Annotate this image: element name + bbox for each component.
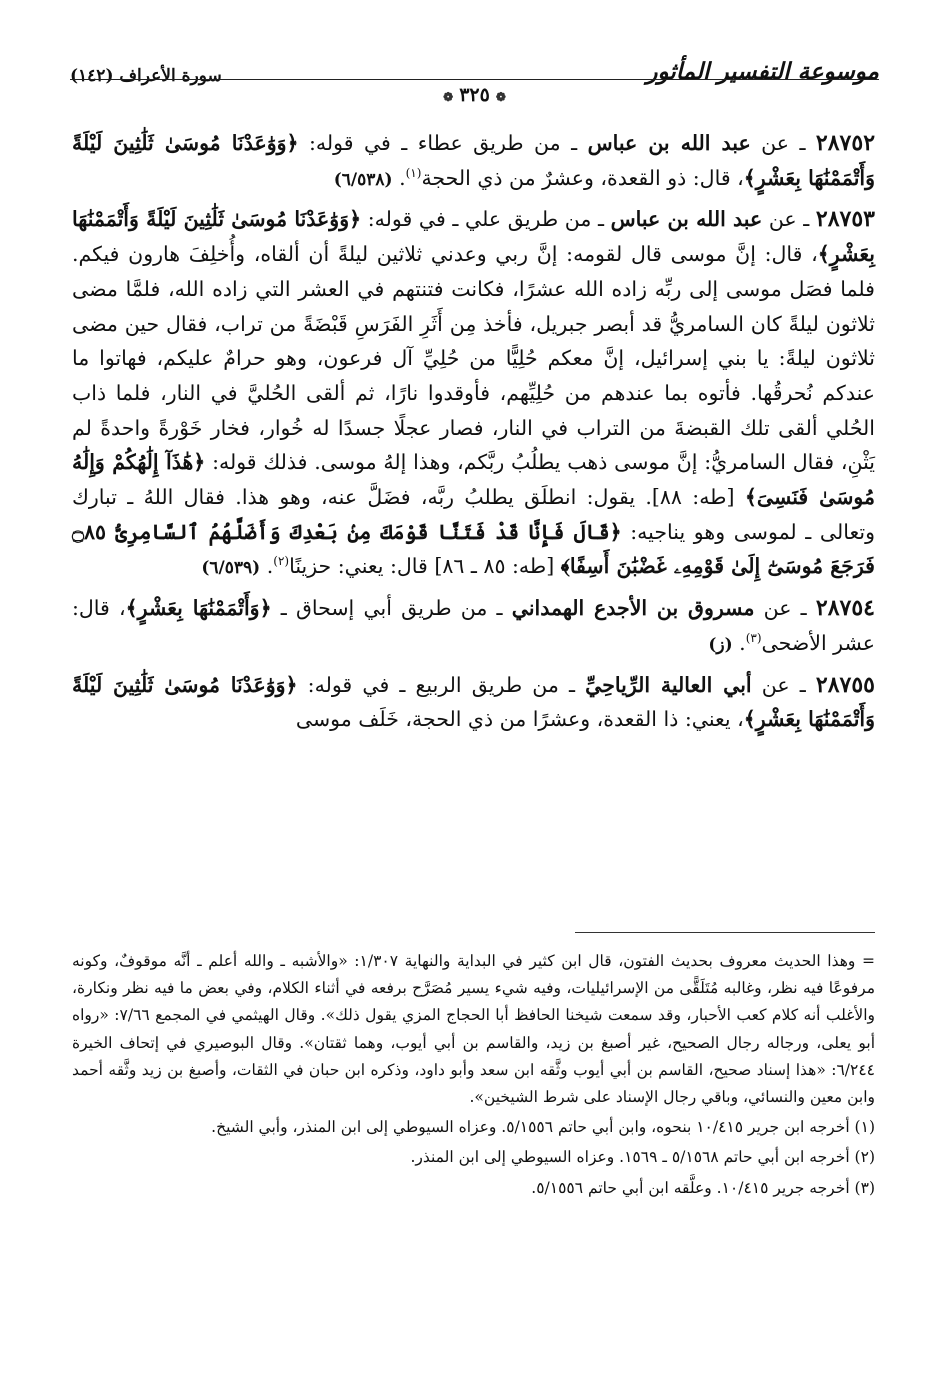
entry-text: ، قال: عشر الأضحى: [72, 596, 875, 655]
entry-text: ، قال: ذو القعدة، وعشرٌ من ذي الحجة: [421, 165, 744, 190]
footnote-marker: (١): [405, 165, 422, 180]
entry-text: ، يعني: ذا القعدة، وعشرًا من ذي الحجة، خَلَف موسى: [295, 707, 744, 732]
entry-text: .: [732, 630, 746, 655]
page-header: [70, 52, 879, 108]
narrator-name: عبد الله بن عباس: [587, 131, 751, 155]
entry-text: ـ عن: [751, 672, 816, 697]
entry-text: [طه: ٨٥ ـ ٨٦] قال: يعني: حزينًا: [289, 554, 561, 579]
footnote: (١) أخرجه ابن جرير ١٠/٤١٥ بنحوه، وابن أبي حاتم ٥/١٥٥٦. وعزاه السيوطي إلى ابن المنذر، وأبي الشيخ.: [211, 1118, 875, 1137]
narration-entry: [72, 126, 875, 197]
page-number: [437, 84, 512, 106]
entry-text: ـ من طريق علي ـ في قوله:: [361, 207, 611, 232]
quran-verse: ﴿وَوَٰعَدْنَا مُوسَىٰ ثَلَٰثِينَ لَيْلَةً وَأَتْمَمْنَٰهَا بِعَشْرٍ﴾: [72, 672, 875, 732]
main-text: [72, 126, 875, 742]
narration-entry: [72, 668, 875, 737]
quran-verse: ﴿وَأَتْمَمْنَٰهَا بِعَشْرٍ﴾: [125, 596, 272, 621]
quran-verse: ﴿قَالَ فَإِنَّا قَدْ فَتَنَّا قَوْمَكَ مِنۢ بَعْدِكَ وَأَضَلَّهُمُ ٱلسَّامِرِىُّ ۝٨٥ فَرَجَعَ مُوسَىٰٓ إِلَىٰ قَوْمِهِۦ غَضْبَٰنَ أَسِفًا﴾: [72, 519, 875, 579]
footnote-marker: (٣): [745, 631, 762, 646]
entry-number: ٢٨٧٥٤: [815, 595, 875, 622]
volume-reference: (٦/٥٣٨): [333, 169, 393, 190]
ornament-icon: ❁: [443, 90, 454, 104]
running-title: موسوعة التفسير المأثور: [646, 58, 879, 85]
narrator-name: أبي العالية الرِّياحِيِّ: [585, 672, 752, 697]
entry-number: ٢٨٧٥٢: [815, 130, 876, 156]
volume-reference: (٦/٥٣٩): [201, 558, 261, 579]
header-rule: [70, 79, 879, 80]
entry-text: ـ عن: [754, 596, 816, 621]
entry-text: .: [392, 165, 406, 190]
narrator-name: مسروق بن الأجدع الهمداني: [511, 596, 755, 621]
entry-number: ٢٨٧٥٥: [815, 671, 875, 698]
entry-text: .: [260, 554, 274, 579]
footnotes: [72, 948, 875, 1205]
narrator-name: عبد الله بن عباس: [610, 207, 763, 232]
entry-text: ـ من طريق الربيع ـ في قوله:: [297, 672, 586, 697]
volume-reference: (ز): [708, 634, 733, 655]
quran-verse: ﴿هَٰذَآ إِلَٰهُكُمْ وَإِلَٰهُ مُوسَىٰ فَنَسِىَ﴾: [72, 450, 876, 510]
entry-number: ٢٨٧٥٣: [815, 206, 875, 233]
quran-verse: ﴿وَوَٰعَدْنَا مُوسَىٰ ثَلَٰثِينَ لَيْلَةً وَأَتْمَمْنَٰهَا بِعَشْرٍ﴾: [72, 131, 875, 190]
narration-entry: [72, 202, 875, 586]
entry-text: ـ عن: [762, 207, 816, 232]
footnote: = وهذا الحديث معروف بحديث الفتون، قال ابن كثير في البداية والنهاية ١/٣٠٧: «والأشبه ـ والله أعلم ـ أنَّه موقوفٌ، وكونه مرفوعًا فيه نظر، وغالبه مُتَلَقًّى من الإسرائيليات، وفيه شيء يسير مُصَرَّح برفعه في أثناء الكلام، وفي بعض ما فيه نظر ونكارة، والأغلب أنه كلام كعب الأحبار، وقد سمعت شيخنا الحافظ أبا الحجاج المزي يقول ذلك». وقال الهيثمي في المجمع ٧/٦٦: «رواه أبو يعلى، ورجاله رجال الصحيح، غير أصبغ بن زيد، والقاسم بن أبي أيوب، وهما ثقتان». وقال البوصيري في إتحاف الخيرة ٦/٢٤٤: «هذا إسناد صحيح، القاسم بن أبي أيوب وثَّقه ابن سعد وأبو داود، وذكره ابن حبان في الثقات، وأصبغ بن زيد وثَّقه أحمد وابن معين والنسائي، وباقي رجال الإسناد على شرط الشيخين».: [72, 952, 875, 1107]
entry-text: ، قال: إنَّ موسى قال لقومه: إنَّ ربي وعدني ثلاثين ليلةً أن ألقاه، وأُخلِفَ هارون فيكم. فلما فصَل موسى إلى ربِّه زاده الله عشرًا، فكانت فتنتهم في العشر التي زاده الله، فلمَّا مضى ثلاثون ليلةً كان السامريُّ قد أبصر جبريل، فأخذ مِن أَثَرِ الفَرَسِ قَبْضَةً من تراب، فقال حين مضى ثلاثون ليلةً: يا بني إسرائيل، إنَّ معكم حُلِيًّا من حُلِيِّ آل فرعون، وهو حرامٌ عليكم، فهاتوا ما عندكم نُحرقُها. فأتوه بما عندهم من حُلِيِّهم، فأوقدوا نارًا، ثم ألقى الحُليَّ في النار، فلما ذاب الحُلي ألقى تلك القبضةَ من التراب في النار، فصار عجلًا جسدًا له خُوار، فخار خَوْرةً واحدةً لم يَثْنِ، فقال السامريُّ: إنَّ موسى ذهب يطلُبُ ربَّكم، وهذا إلهُ موسى. فذلك قوله:: [72, 242, 875, 475]
page-number-text: ٣٢٥: [459, 84, 490, 106]
quran-verse: ﴿وَوَٰعَدْنَا مُوسَىٰ ثَلَٰثِينَ لَيْلَةً وَأَتْمَمْنَٰهَا بِعَشْرٍ﴾: [72, 207, 875, 267]
entry-text: [طه: ٨٨]. يقول: انطلَق يطلبُ ربَّه، فضَلَّ عنه، وهو هذا. فقال اللهُ ـ تبارك وتعالى ـ لموسى وهو يناجيه:: [72, 485, 875, 544]
footnote: (٢) أخرجه ابن أبي حاتم ٥/١٥٦٨ ـ ١٥٦٩. وعزاه السيوطي إلى ابن المنذر.: [410, 1148, 875, 1167]
footnote: (٣) أخرجه جرير ١٠/٤١٥. وعلَّقه ابن أبي حاتم ٥/١٥٥٦.: [531, 1178, 875, 1197]
entry-text: ـ من طريق عطاء ـ في قوله:: [298, 131, 588, 155]
footnote-separator: [575, 932, 875, 933]
entry-text: ـ من طريق أبي إسحاق ـ: [271, 596, 512, 621]
footnote-marker: (٢): [273, 554, 290, 569]
narration-entry: [72, 591, 875, 662]
entry-text: ـ عن: [750, 131, 816, 155]
ornament-icon: ❁: [495, 90, 506, 104]
sura-title: سورة الأعراف (١٤٢): [70, 66, 222, 86]
